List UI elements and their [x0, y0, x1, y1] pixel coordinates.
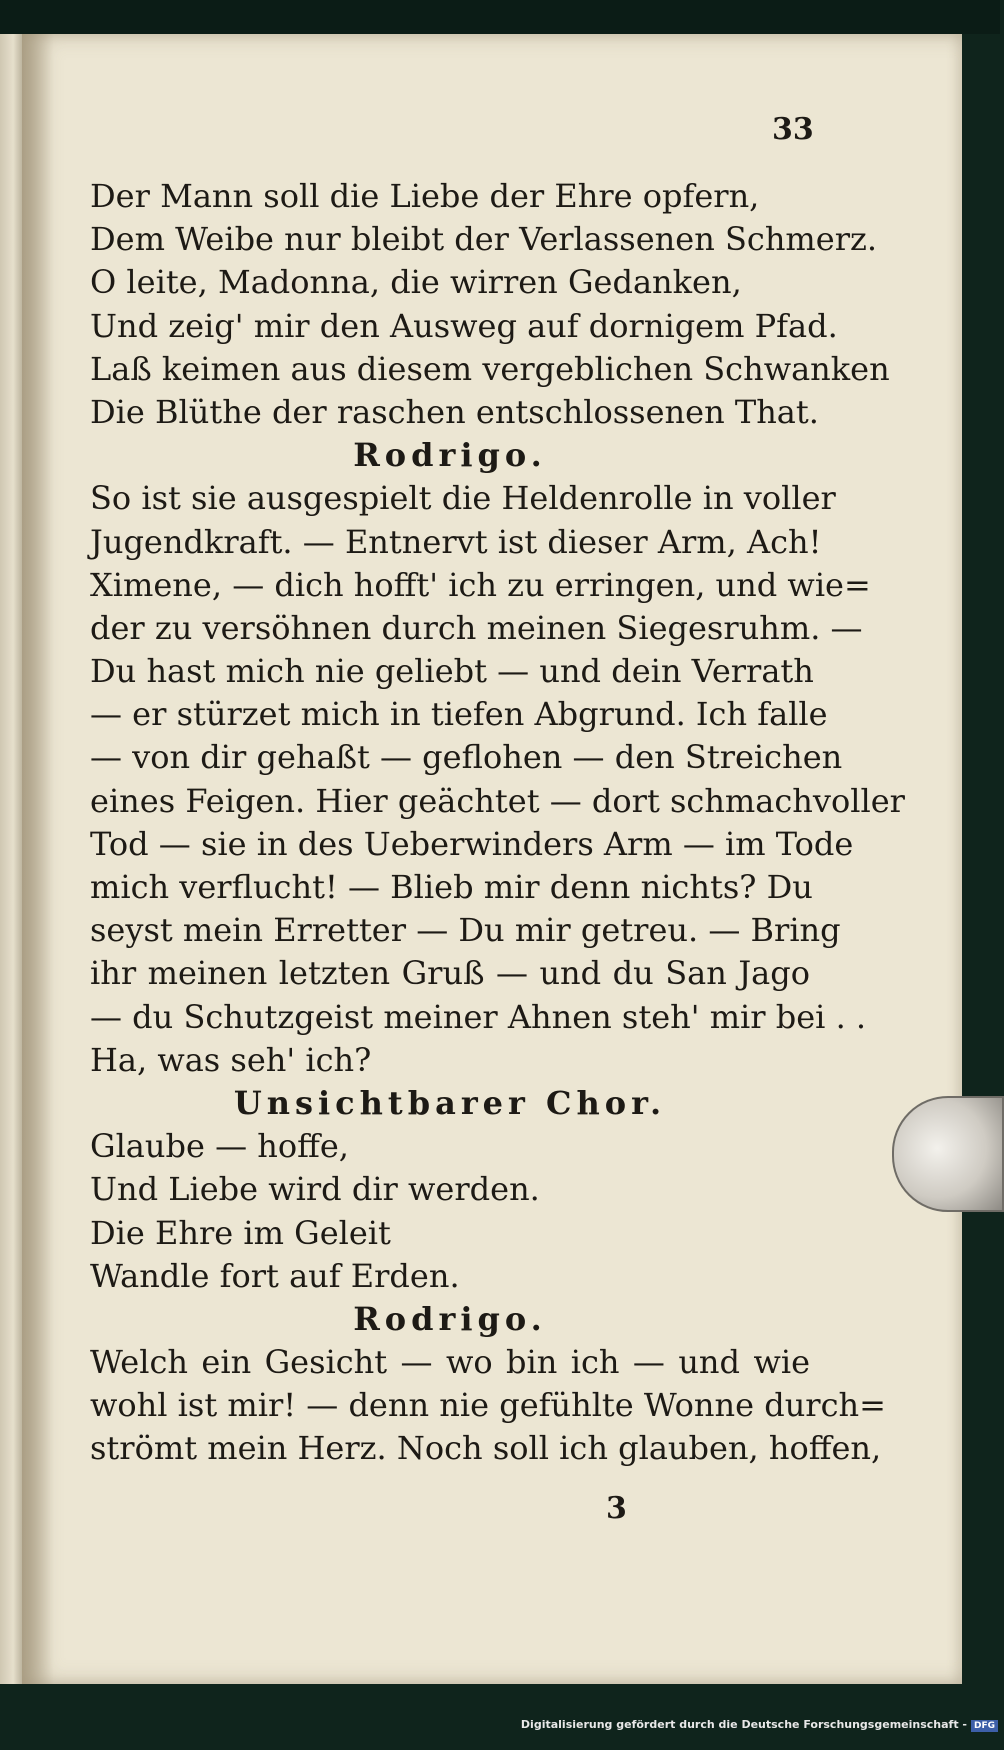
- speaker-heading: Rodrigo.: [353, 436, 547, 475]
- digitization-footer: [0, 1718, 998, 1732]
- prose-line: Welch ein Gesicht — wo bin ich — und wie: [90, 1343, 810, 1382]
- footer-text: Digitalisierung gefördert durch die Deutsche Forschungsgemeinschaft -: [520, 1718, 967, 1731]
- prose-line: strömt mein Herz. Noch soll ich glauben, hoffen,: [90, 1429, 882, 1468]
- verse-line: Der Mann soll die Liebe der Ehre opfern,: [90, 177, 760, 215]
- book-spine-edge: [0, 34, 22, 1684]
- prose-line: Du hast mich nie geliebt — und dein Verrath: [90, 652, 814, 691]
- verse-line: Dem Weibe nur bleibt der Verlassenen Schmerz.: [90, 220, 878, 259]
- verse-line: Ha, was seh' ich?: [90, 1040, 372, 1079]
- verse-line: Glaube — hoffe,: [90, 1127, 349, 1166]
- prose-line: mich verflucht! — Blieb mir denn nichts? Du: [90, 868, 813, 906]
- prose-line: Jugendkraft. — Entnervt ist dieser Arm, Ach!: [90, 522, 822, 561]
- verse-line: Laß keimen aus diesem vergeblichen Schwanken: [90, 349, 890, 388]
- page-clip: [892, 1096, 1004, 1212]
- prose-line: Tod — sie in des Ueberwinders Arm — im Tode: [90, 824, 854, 863]
- verse-line: O leite, Madonna, die wirren Gedanken,: [90, 263, 742, 302]
- verse-line: Und Liebe wird dir werden.: [90, 1170, 540, 1209]
- prose-line: — von dir gehaßt — geflohen — den Streichen: [90, 738, 843, 777]
- prose-line: der zu versöhnen durch meinen Siegesruhm. —: [90, 608, 863, 647]
- signature-mark: 3: [606, 1491, 627, 1526]
- verse-line: Die Blüthe der raschen entschlossenen That.: [90, 392, 819, 431]
- prose-line: ihr meinen letzten Gruß — und du San Jago: [90, 954, 810, 993]
- prose-line: Ximene, — dich hofft' ich zu erringen, und wie=: [90, 565, 871, 604]
- verse-line: Wandle fort auf Erden.: [90, 1256, 460, 1295]
- verse-line: Und zeig' mir den Ausweg auf dornigem Pfad.: [90, 306, 838, 345]
- dfg-logo: DFG: [971, 1720, 998, 1732]
- scanner-frame-top: [0, 0, 1000, 34]
- prose-line: wohl ist mir! — denn nie gefühlte Wonne durch=: [90, 1386, 886, 1425]
- prose-line: — du Schutzgeist meiner Ahnen steh' mir bei . .: [90, 997, 867, 1036]
- prose-line: eines Feigen. Hier geächtet — dort schmachvoller: [90, 781, 905, 820]
- page-text: [90, 175, 905, 1471]
- prose-line: seyst mein Erretter — Du mir getreu. — Bring: [90, 911, 841, 950]
- gutter-shadow: [22, 34, 54, 1684]
- verse-line: Die Ehre im Geleit: [90, 1213, 391, 1252]
- speaker-heading: Rodrigo.: [353, 1299, 547, 1338]
- speaker-heading: Unsichtbarer Chor.: [233, 1083, 667, 1122]
- page-number: 33: [772, 112, 814, 147]
- prose-line: So ist sie ausgespielt die Heldenrolle in voller: [90, 479, 836, 518]
- prose-line: — er stürzet mich in tiefen Abgrund. Ich falle: [90, 695, 828, 734]
